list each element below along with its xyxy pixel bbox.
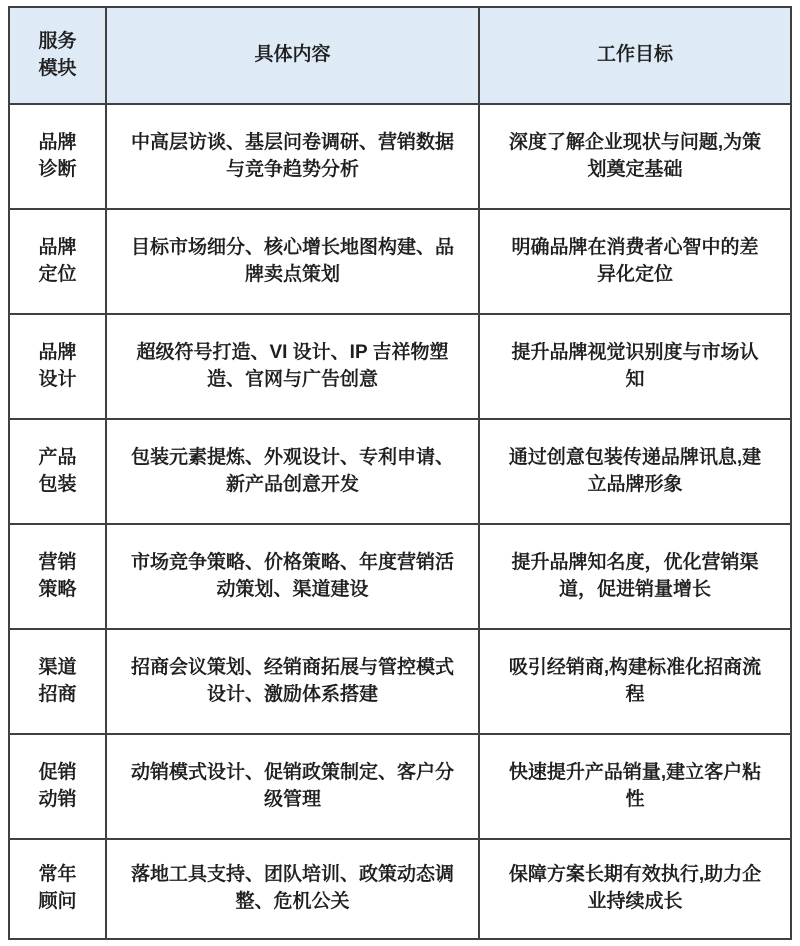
goal-cell: 深度了解企业现状与问题,为策划奠定基础 — [479, 104, 791, 209]
goal-cell: 提升品牌视觉识别度与市场认知 — [479, 314, 791, 419]
goal-cell: 明确品牌在消费者心智中的差异化定位 — [479, 209, 791, 314]
module-cell: 品牌定位 — [9, 209, 106, 314]
module-cell: 促销动销 — [9, 734, 106, 839]
module-cell: 营销策略 — [9, 524, 106, 629]
header-row — [9, 7, 791, 104]
content-cell: 超级符号打造、VI 设计、IP 吉祥物塑造、官网与广告创意 — [106, 314, 479, 419]
content-cell: 目标市场细分、核心增长地图构建、品牌卖点策划 — [106, 209, 479, 314]
table-row — [9, 524, 791, 629]
column-header-work-goal: 工作目标 — [479, 7, 791, 104]
services-table — [8, 6, 792, 940]
table-row — [9, 839, 791, 939]
content-cell: 包装元素提炼、外观设计、专利申请、新产品创意开发 — [106, 419, 479, 524]
content-cell: 动销模式设计、促销政策制定、客户分级管理 — [106, 734, 479, 839]
table-row — [9, 419, 791, 524]
module-cell: 产品包装 — [9, 419, 106, 524]
goal-cell: 吸引经销商,构建标准化招商流程 — [479, 629, 791, 734]
goal-cell: 快速提升产品销量,建立客户粘性 — [479, 734, 791, 839]
module-cell: 品牌诊断 — [9, 104, 106, 209]
table-row — [9, 209, 791, 314]
content-cell: 落地工具支持、团队培训、政策动态调整、危机公关 — [106, 839, 479, 939]
column-header-service-module: 服务模块 — [9, 7, 106, 104]
table-row — [9, 104, 791, 209]
module-cell: 渠道招商 — [9, 629, 106, 734]
module-cell: 常年顾问 — [9, 839, 106, 939]
table-row — [9, 734, 791, 839]
module-cell: 品牌设计 — [9, 314, 106, 419]
goal-cell: 保障方案长期有效执行,助力企业持续成长 — [479, 839, 791, 939]
goal-cell: 通过创意包装传递品牌讯息,建立品牌形象 — [479, 419, 791, 524]
table-row — [9, 629, 791, 734]
content-cell: 招商会议策划、经销商拓展与管控模式设计、激励体系搭建 — [106, 629, 479, 734]
goal-cell: 提升品牌知名度，优化营销渠道，促进销量增长 — [479, 524, 791, 629]
content-cell: 市场竞争策略、价格策略、年度营销活动策划、渠道建设 — [106, 524, 479, 629]
column-header-specific-content: 具体内容 — [106, 7, 479, 104]
table-row — [9, 314, 791, 419]
content-cell: 中高层访谈、基层问卷调研、营销数据与竞争趋势分析 — [106, 104, 479, 209]
